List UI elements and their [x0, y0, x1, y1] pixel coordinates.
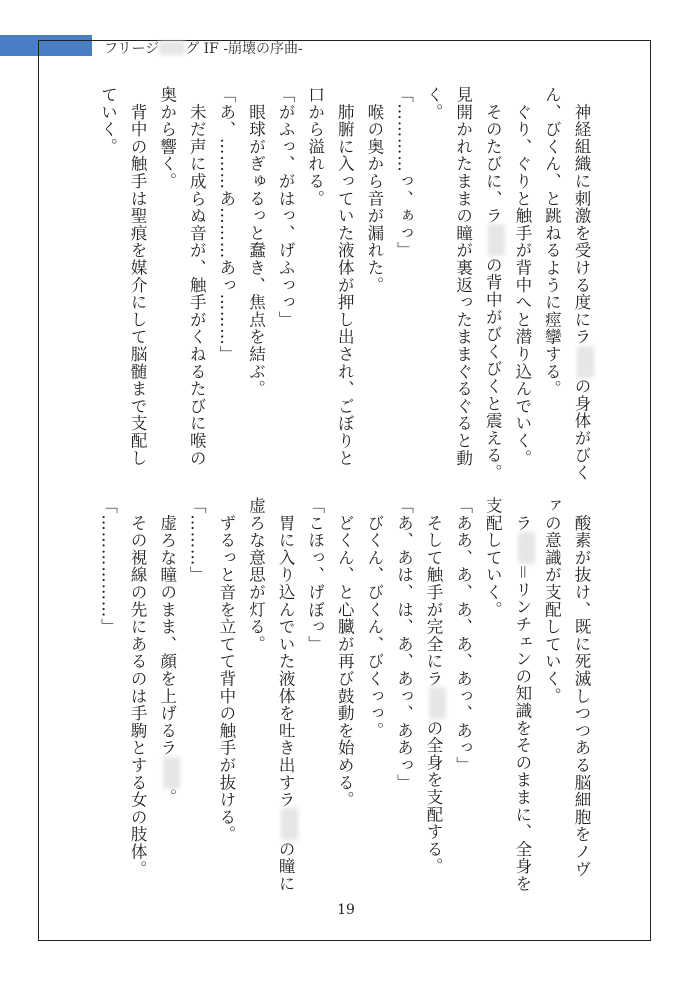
redacted-name	[518, 532, 535, 564]
text-line: びくん、びくん、びくっっ。	[364, 497, 384, 740]
text-line: そして触手が完全にラの全身を支配する。	[418, 497, 448, 892]
text-line: 「………」	[187, 497, 207, 584]
text-block-top	[93, 86, 596, 481]
text-line: 「………………」	[98, 497, 118, 636]
text-line: 虚ろな瞳のまま、顔を上げるラ。	[152, 497, 182, 892]
text-line: 「あ、あは、は、あ、あっ、ああっ」	[394, 497, 414, 792]
text-line: 虚ろな意思が灯る。	[246, 497, 266, 653]
text-line: 見開かれたままの瞳が裏返ったままぐるぐると動	[453, 86, 473, 467]
text-line: そのたびに、ラの背中がびくびくと震える。	[478, 86, 508, 481]
text-line: 背中の触手は聖痕を媒介にして脳髄まで支配し	[128, 86, 148, 467]
redacted-name	[159, 41, 185, 55]
page-number: 19	[337, 902, 355, 918]
text-line: 口から溢れる。	[305, 86, 325, 208]
text-line: 胃に入り込んでいた液体を吐き出すラの瞳に	[270, 497, 300, 892]
text-line: 「がふっ、がはっ、げふっっ」	[276, 86, 296, 329]
text-line: ていく。	[98, 86, 118, 156]
text-line: 「ああ、あ、あ、あ、あっ、あっ」	[453, 497, 473, 774]
text-line: その視線の先にあるのは手駒とする女の肢体。	[128, 497, 148, 878]
redacted-name	[429, 687, 446, 719]
running-header-title: フリージ グ IF -崩壊の序曲-	[104, 41, 303, 57]
redacted-name	[281, 808, 298, 840]
redacted-name	[488, 224, 505, 256]
redacted-name	[163, 757, 180, 789]
text-line: ずるっと音を立てて背中の触手が抜ける。	[216, 497, 236, 843]
text-block-bottom	[93, 497, 596, 892]
text-line: 奥から響く。	[157, 86, 177, 190]
text-line: ァの意識が支配していく。	[542, 497, 562, 705]
text-line: 未だ声に成らぬ音が、触手がくねるたびに喉の	[187, 86, 207, 467]
text-line: ぐり、ぐりと触手が背中へと潜り込んでいく。	[512, 86, 532, 467]
redacted-name	[577, 346, 594, 378]
text-line: 「…………っ、ぁっ」	[394, 86, 414, 259]
text-line: 支配していく。	[483, 497, 503, 619]
text-line: 喉の奥から音が漏れた。	[364, 86, 384, 294]
text-line: 「こほっ、げぼっ」	[305, 497, 325, 653]
text-line: どくん、と心臓が再び鼓動を始める。	[335, 497, 355, 809]
text-line: 酸素が抜け、既に死滅しつつある脳細胞をノヴ	[572, 497, 591, 878]
text-line: 眼球がぎゅるっと蠢き、焦点を結ぶ。	[246, 86, 266, 398]
text-line: 「あ、………あ………あっ………」	[216, 86, 236, 363]
text-line: く。	[424, 86, 444, 121]
text-line: 肺腑に入っていた液体が押し出され、ごぼりと	[335, 86, 355, 467]
text-line: ん、びくん、と跳ねるように痙攣する。	[542, 86, 562, 398]
text-line: 神経組織に刺激を受ける度にラの身体がびく	[566, 86, 596, 481]
text-line: ラ＝リンチェンの知識をそのままに、全身を	[507, 497, 537, 892]
